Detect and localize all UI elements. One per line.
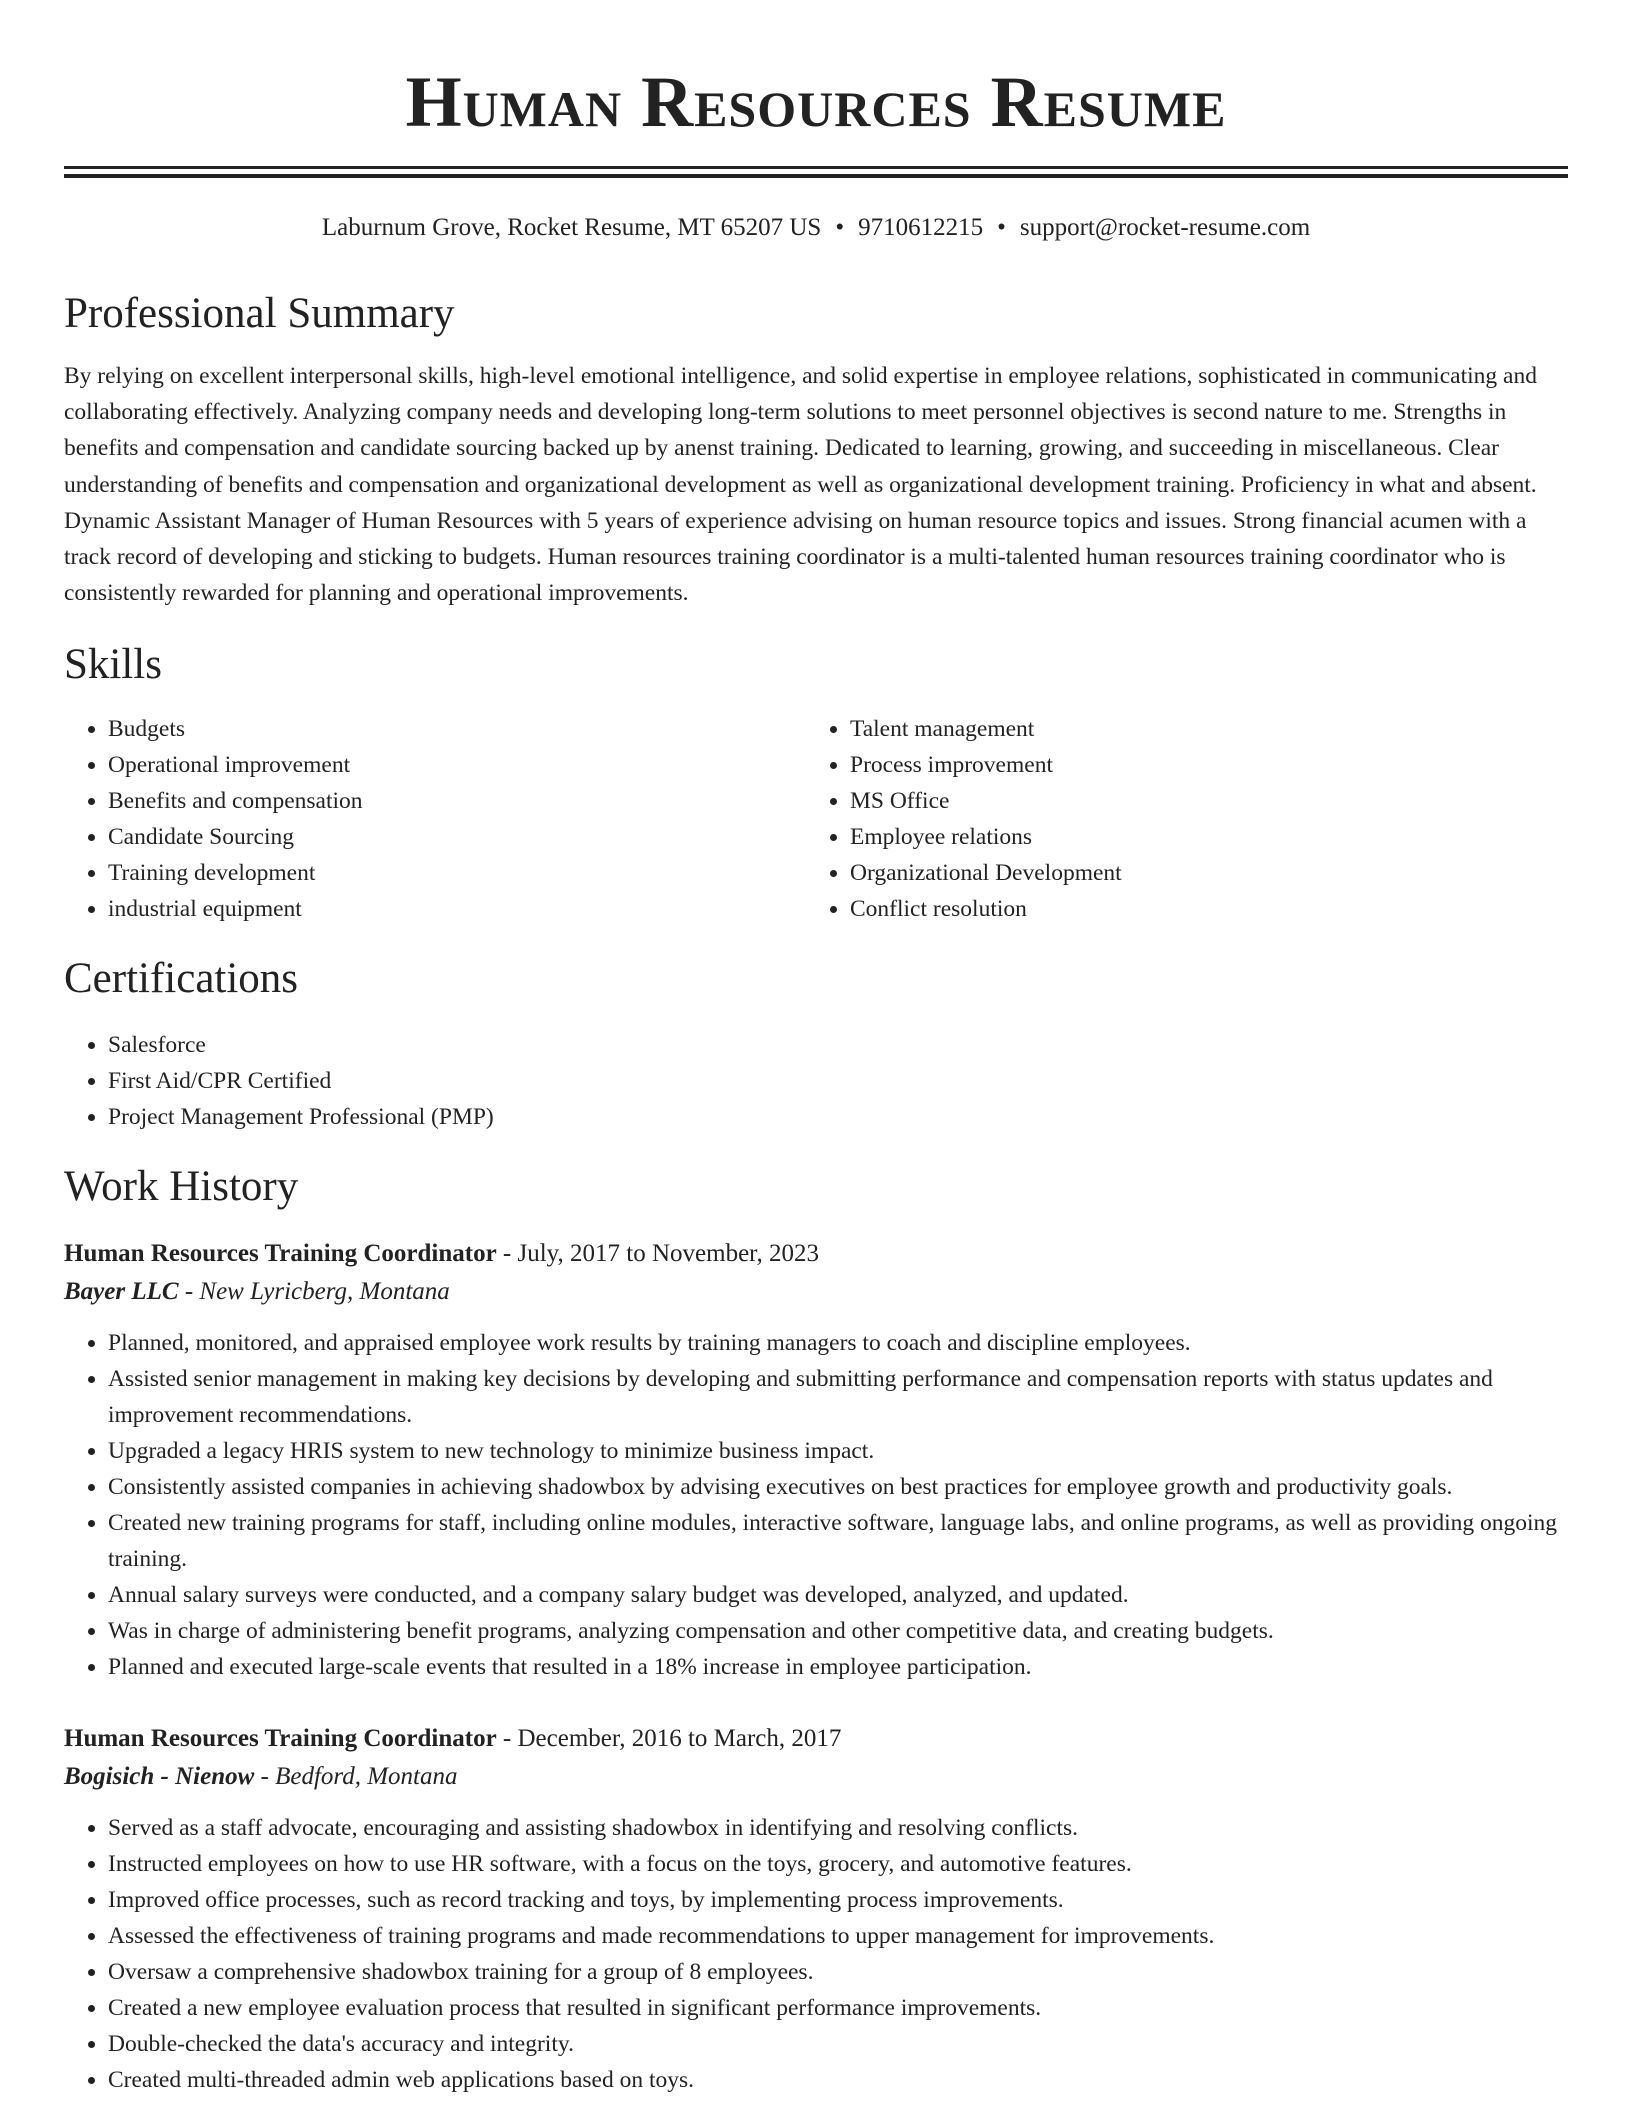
job-title-line: [64, 1235, 1568, 1273]
skill-item: • MS Office: [850, 783, 1548, 819]
company-name: Bogisich - Nienow: [64, 1763, 255, 1791]
skill-item: • Operational improvement: [108, 747, 806, 783]
company-line: [64, 1273, 1568, 1311]
skill-item: • industrial equipment: [108, 891, 806, 927]
skills-list-left: [64, 711, 806, 927]
job-title: Human Resources Training Coordinator: [64, 1725, 497, 1753]
responsibility-item: • Created new training programs for staff, including online modules, interactive software, language labs, and online programs, as well as providing ongoing training.: [108, 1505, 1568, 1577]
contact-line: [64, 212, 1568, 244]
job-dates: - July, 2017 to November, 2023: [496, 1240, 820, 1268]
skill-item: • Conflict resolution: [850, 891, 1548, 927]
responsibility-item: • Oversaw a comprehensive shadowbox training for a group of 8 employees.: [108, 1954, 1568, 1990]
resume-title: Human Resources Resume: [405, 62, 1227, 142]
responsibility-item: • Upgraded a legacy HRIS system to new technology to minimize business impact.: [108, 1433, 1568, 1469]
skill-item: • Process improvement: [850, 747, 1548, 783]
job-title: Human Resources Training Coordinator: [64, 1240, 497, 1268]
certifications-heading: Certifications: [64, 955, 299, 1003]
certification-item: • Project Management Professional (PMP): [108, 1099, 1568, 1135]
responsibility-item: • Instructed employees on how to use HR software, with a focus on the toys, grocery, and automotive features.: [108, 1846, 1568, 1882]
company-line: [64, 1758, 1568, 1796]
work-history-heading: Work History: [64, 1163, 299, 1211]
contact-phone: 9710612215: [858, 214, 984, 241]
responsibility-item: • Assessed the effectiveness of training programs and made recommendations to upper management for improvements.: [108, 1918, 1568, 1954]
company-name: Bayer LLC: [64, 1278, 179, 1306]
responsibility-item: • Consistently assisted companies in achieving shadowbox by advising executives on best practices for employee growth and productivity goals.: [108, 1469, 1568, 1505]
job-entry: [64, 1720, 1568, 2098]
title-divider-bottom: [64, 174, 1568, 178]
responsibility-item: • Improved office processes, such as record tracking and toys, by implementing process improvements.: [108, 1882, 1568, 1918]
company-location: - Bedford, Montana: [254, 1763, 458, 1791]
certification-item: • Salesforce: [108, 1027, 1568, 1063]
responsibility-item: • Created multi-threaded admin web applications based on toys.: [108, 2062, 1568, 2098]
skill-item: • Talent management: [850, 711, 1548, 747]
job-title-line: [64, 1720, 1568, 1758]
summary-heading: Professional Summary: [64, 290, 455, 337]
skills-heading: Skills: [64, 641, 162, 689]
contact-separator: •: [835, 214, 845, 241]
skill-item: • Organizational Development: [850, 855, 1548, 891]
skill-item: • Training development: [108, 855, 806, 891]
summary-text: By relying on excellent interpersonal skills, high-level emotional intelligence, and solid expertise in employee relations, sophisticated in communicating and collaborating effectively. Analyzing company needs and developing long-term solutions to meet personnel objectives is second nature to me. Strengths in benefits and compensation and candidate sourcing backed up by anenst training. Dedicated to learning, growing, and succeeding in miscellaneous. Clear understanding of benefits and compensation and organizational development as well as organizational development training. Proficiency in what and absent. Dynamic Assistant Manager of Human Resources with 5 years of experience advising on human resource topics and issues. Strong financial acumen with a track record of developing and sticking to budgets. Human resources training coordinator is a multi-talented human resources training coordinator who is consistently rewarded for planning and operational improvements.: [64, 363, 1537, 607]
skills-column-left: [64, 711, 806, 927]
company-location: - New Lyricberg, Montana: [178, 1278, 450, 1306]
skills-column-right: [806, 711, 1548, 927]
responsibility-item: • Was in charge of administering benefit programs, analyzing compensation and other competitive data, and creating budgets.: [108, 1613, 1568, 1649]
skill-item: • Employee relations: [850, 819, 1548, 855]
contact-email: support@rocket-resume.com: [1019, 214, 1311, 241]
skills-list-right: [806, 711, 1548, 927]
responsibility-item: • Double-checked the data's accuracy and integrity.: [108, 2026, 1568, 2062]
job-entry: [64, 1235, 1568, 1685]
job-dates: - December, 2016 to March, 2017: [496, 1725, 842, 1753]
responsibility-item: • Planned, monitored, and appraised employee work results by training managers to coach and discipline employees.: [108, 1325, 1568, 1361]
skill-item: • Candidate Sourcing: [108, 819, 806, 855]
contact-address: Laburnum Grove, Rocket Resume, MT 65207 US: [321, 214, 822, 241]
job-responsibilities: [64, 1325, 1568, 1685]
skill-item: • Benefits and compensation: [108, 783, 806, 819]
responsibility-item: • Created a new employee evaluation process that resulted in significant performance improvements.: [108, 1990, 1568, 2026]
certifications-list: [64, 1027, 1568, 1135]
responsibility-item: • Planned and executed large-scale events that resulted in a 18% increase in employee participation.: [108, 1649, 1568, 1685]
title-divider-top: [64, 166, 1568, 169]
skills-grid: [64, 711, 1568, 927]
responsibility-item: • Assisted senior management in making key decisions by developing and submitting performance and compensation reports with status updates and improvement recommendations.: [108, 1361, 1568, 1433]
skill-item: • Budgets: [108, 711, 806, 747]
certification-item: • First Aid/CPR Certified: [108, 1063, 1568, 1099]
responsibility-item: • Served as a staff advocate, encouraging and assisting shadowbox in identifying and resolving conflicts.: [108, 1810, 1568, 1846]
responsibility-item: • Annual salary surveys were conducted, and a company salary budget was developed, analyzed, and updated.: [108, 1577, 1568, 1613]
job-responsibilities: [64, 1810, 1568, 2098]
contact-separator: •: [997, 214, 1006, 241]
